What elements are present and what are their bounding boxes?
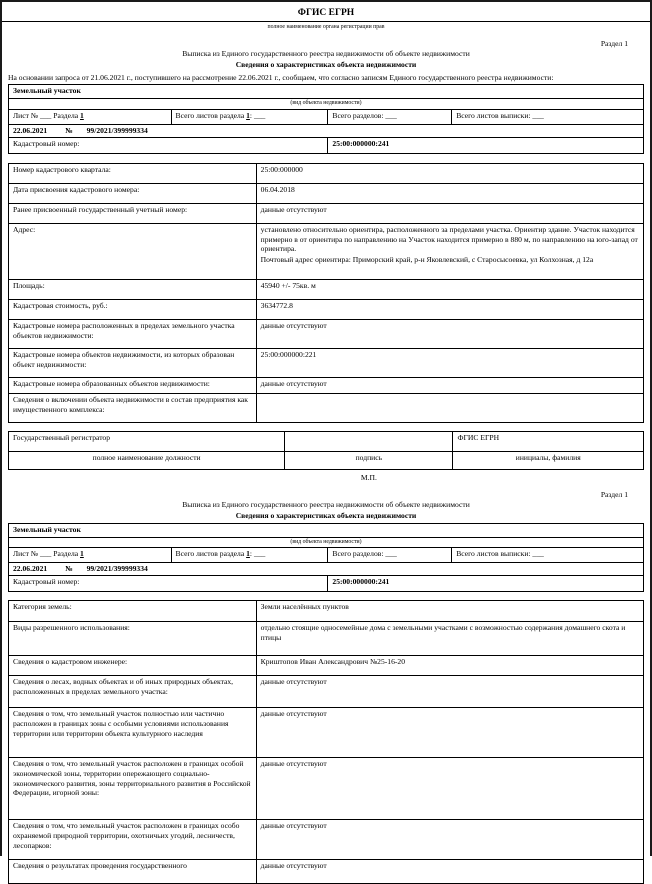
sheet-label: Лист №	[13, 110, 39, 120]
sheet-label: Лист №	[13, 549, 39, 559]
row-label: Площадь:	[9, 279, 257, 299]
section-label: Раздел 1	[600, 489, 628, 499]
header-divider	[2, 21, 650, 22]
row-label: Номер кадастрового квартала:	[9, 163, 257, 183]
stamp-place: М.П.	[360, 472, 377, 482]
extract-date: 22.06.2021	[13, 125, 48, 135]
row-label: Сведения о включении объекта недвижимости в состав предприятия как имущественного комплекса:	[9, 393, 257, 422]
row-label: Сведения о том, что земельный участок расположен в границах особо охраняемой природной территории, охотничьих угодий, лесничеств, лесопарков:	[9, 820, 257, 860]
sheets-total-label: Всего листов раздела	[175, 549, 245, 559]
name-caption: инициалы, фамилия	[453, 451, 644, 469]
table-row	[9, 758, 644, 820]
row-value: отдельно стоящие односемейные дома с земельными участками с возможностью содержания домашнего скота и птицы	[256, 622, 643, 656]
sheet-number-cell	[9, 109, 172, 124]
object-type-caption: (вид объекта недвижимости)	[9, 537, 644, 547]
razdel-value: 1	[80, 110, 84, 120]
row-label: Сведения о том, что земельный участок расположен в границах особой экономической зоны, территории опережающего социально-экономического развития, зоны территориального развития в Российской Федерации, игорной зоны:	[9, 758, 257, 820]
sheet-blank: ___	[39, 110, 52, 120]
request-number: 99/2021/399999334	[86, 125, 148, 135]
extract-sheets-blank: ___	[532, 549, 544, 559]
characteristics-table-1	[8, 163, 644, 423]
sheets-total-label: Всего листов раздела	[175, 110, 245, 120]
row-label: Кадастровая стоимость, руб.:	[9, 299, 257, 319]
address-postal: Почтовый адрес ориентира: Приморский край, р-н Яковлевский, с Старосысоевка, ул Колхозная, д 12а	[260, 255, 594, 264]
cadastral-label: Кадастровый номер:	[9, 137, 328, 153]
date-number-row	[9, 563, 644, 576]
row-value: 25:00:000000:221	[256, 348, 643, 377]
table-row	[9, 183, 644, 203]
row-value: данные отсутствуют	[256, 820, 643, 860]
document-title: Выписка из Единого государственного реестра недвижимости об объекте недвижимости	[182, 49, 470, 59]
sheet-info-row	[9, 548, 644, 563]
row-label: Сведения о кадастровом инженере:	[9, 656, 257, 676]
row-value: Земли населённых пунктов	[256, 601, 643, 622]
razdel-label: Раздела	[53, 549, 79, 559]
extract-sheets-cell	[452, 109, 644, 124]
extract-sheets-cell	[452, 548, 644, 563]
table-row	[9, 676, 644, 708]
date-number-cell	[9, 124, 644, 137]
date-number-cell	[9, 563, 644, 576]
object-header-table	[8, 84, 644, 153]
row-value: данные отсутствуют	[256, 377, 643, 393]
extract-sheets-label: Всего листов выписки:	[456, 110, 531, 120]
table-row	[9, 377, 644, 393]
number-sign: №	[65, 125, 73, 135]
table-row	[9, 163, 644, 183]
registrar-label: Государственный регистратор	[9, 431, 285, 451]
org-caption: полное наименование органа регистрации прав	[267, 24, 385, 31]
extract-sheets-blank: ___	[532, 110, 544, 120]
cadastral-number-row	[9, 576, 644, 592]
table-row	[9, 393, 644, 422]
table-row	[9, 99, 644, 109]
object-header-table	[8, 523, 644, 592]
cadastral-value: 25:00:000000:241	[328, 137, 644, 153]
row-label: Кадастровые номера расположенных в пределах земельного участка объектов недвижимости:	[9, 319, 257, 348]
row-value: данные отсутствуют	[256, 319, 643, 348]
table-row	[9, 860, 644, 884]
characteristics-table-2	[8, 600, 644, 884]
row-label: Ранее присвоенный государственный учетный номер:	[9, 203, 257, 223]
row-label: Кадастровые номера объектов недвижимости, из которых образован объект недвижимости:	[9, 348, 257, 377]
signature-row	[9, 431, 644, 451]
row-label: Сведения о том, что земельный участок полностью или частично расположен в границах зоны с особыми условиями использования территории или территории объекта культурного наследия	[9, 708, 257, 758]
razdel-value: 1	[80, 549, 84, 559]
row-value: данные отсутствуют	[256, 758, 643, 820]
document-subtitle: Сведения о характеристиках объекта недвижимости	[235, 60, 417, 69]
colon: :	[249, 110, 253, 120]
table-row	[9, 601, 644, 622]
table-row	[9, 523, 644, 537]
sections-total-blank: ___	[385, 549, 397, 559]
row-label: Категория земель:	[9, 601, 257, 622]
sheet-blank: ___	[39, 549, 52, 559]
row-value: данные отсутствуют	[256, 203, 643, 223]
table-row	[9, 279, 644, 299]
date-number-row	[9, 124, 644, 137]
document-subtitle: Сведения о характеристиках объекта недвижимости	[235, 511, 417, 520]
row-label: Адрес:	[9, 223, 257, 279]
row-value: Криштопов Иван Александрович №25-16-20	[256, 656, 643, 676]
address-orientir: установлено относительно ориентира, расположенного за пределами участка. Ориентир здание. Участок находится примерно в от ориентира по направлению на Участок находится примерно в 880 м, по направлению на юго-запад от ориентира.	[260, 224, 638, 254]
cadastral-value: 25:00:000000:241	[328, 576, 644, 592]
row-value: данные отсутствуют	[256, 860, 643, 884]
signature-space	[285, 431, 453, 451]
table-row	[9, 299, 644, 319]
sections-total-blank: ___	[385, 110, 397, 120]
request-note: На основании запроса от 21.06.2021 г., поступившего на рассмотрение 22.06.2021 г., сообщаем, что согласно записям Единого государственного реестра недвижимости:	[8, 72, 554, 82]
table-row	[9, 348, 644, 377]
row-value: 25:00:000000	[256, 163, 643, 183]
colon: :	[249, 549, 253, 559]
signature-captions-row	[9, 451, 644, 469]
table-row	[9, 203, 644, 223]
system-name: ФГИС ЕГРН	[453, 431, 644, 451]
extract-sheets-label: Всего листов выписки:	[456, 549, 531, 559]
table-row	[9, 223, 644, 279]
request-number: 99/2021/399999334	[86, 564, 148, 574]
extract-date: 22.06.2021	[13, 564, 48, 574]
table-row	[9, 656, 644, 676]
sheets-total-blank: ___	[253, 110, 266, 120]
sheet-info-row	[9, 109, 644, 124]
cadastral-number-row	[9, 137, 644, 153]
table-row	[9, 820, 644, 860]
sheet-number-cell	[9, 548, 172, 563]
row-value: 3634772.8	[256, 299, 643, 319]
row-label: Виды разрешенного использования:	[9, 622, 257, 656]
row-value: данные отсутствуют	[256, 708, 643, 758]
table-row	[9, 319, 644, 348]
position-caption: полное наименование должности	[9, 451, 285, 469]
row-value: данные отсутствуют	[256, 676, 643, 708]
object-type-caption: (вид объекта недвижимости)	[9, 99, 644, 109]
row-value	[256, 223, 643, 279]
object-type: Земельный участок	[9, 523, 644, 537]
sheets-total-blank: ___	[253, 549, 266, 559]
sheets-total-cell	[171, 109, 328, 124]
cadastral-label: Кадастровый номер:	[9, 576, 328, 592]
sections-total-cell	[328, 109, 452, 124]
row-label: Сведения о результатах проведения государственного	[9, 860, 257, 884]
row-value: 45940 +/- 75кв. м	[256, 279, 643, 299]
sheets-total-value: 1	[246, 549, 250, 559]
object-type: Земельный участок	[9, 85, 644, 99]
sheets-total-value: 1	[246, 110, 250, 120]
row-label: Дата присвоения кадастрового номера:	[9, 183, 257, 203]
table-row	[9, 708, 644, 758]
sections-total-label: Всего разделов:	[332, 549, 384, 559]
sheets-total-cell	[171, 548, 328, 563]
row-value: 06.04.2018	[256, 183, 643, 203]
number-sign: №	[65, 564, 73, 574]
section-label: Раздел 1	[600, 38, 628, 48]
system-title: ФГИС ЕГРН	[297, 8, 355, 18]
sign-caption: подпись	[285, 451, 453, 469]
document-title: Выписка из Единого государственного реестра недвижимости об объекте недвижимости	[182, 500, 470, 510]
sections-total-cell	[328, 548, 452, 563]
table-row	[9, 622, 644, 656]
signature-table	[8, 431, 644, 470]
razdel-label: Раздела	[53, 110, 79, 120]
row-value	[256, 393, 643, 422]
table-row	[9, 537, 644, 547]
row-label: Сведения о лесах, водных объектах и об иных природных объектах, расположенных в пределах земельного участка:	[9, 676, 257, 708]
sections-total-label: Всего разделов:	[332, 110, 384, 120]
table-row	[9, 85, 644, 99]
row-label: Кадастровые номера образованных объектов недвижимости:	[9, 377, 257, 393]
